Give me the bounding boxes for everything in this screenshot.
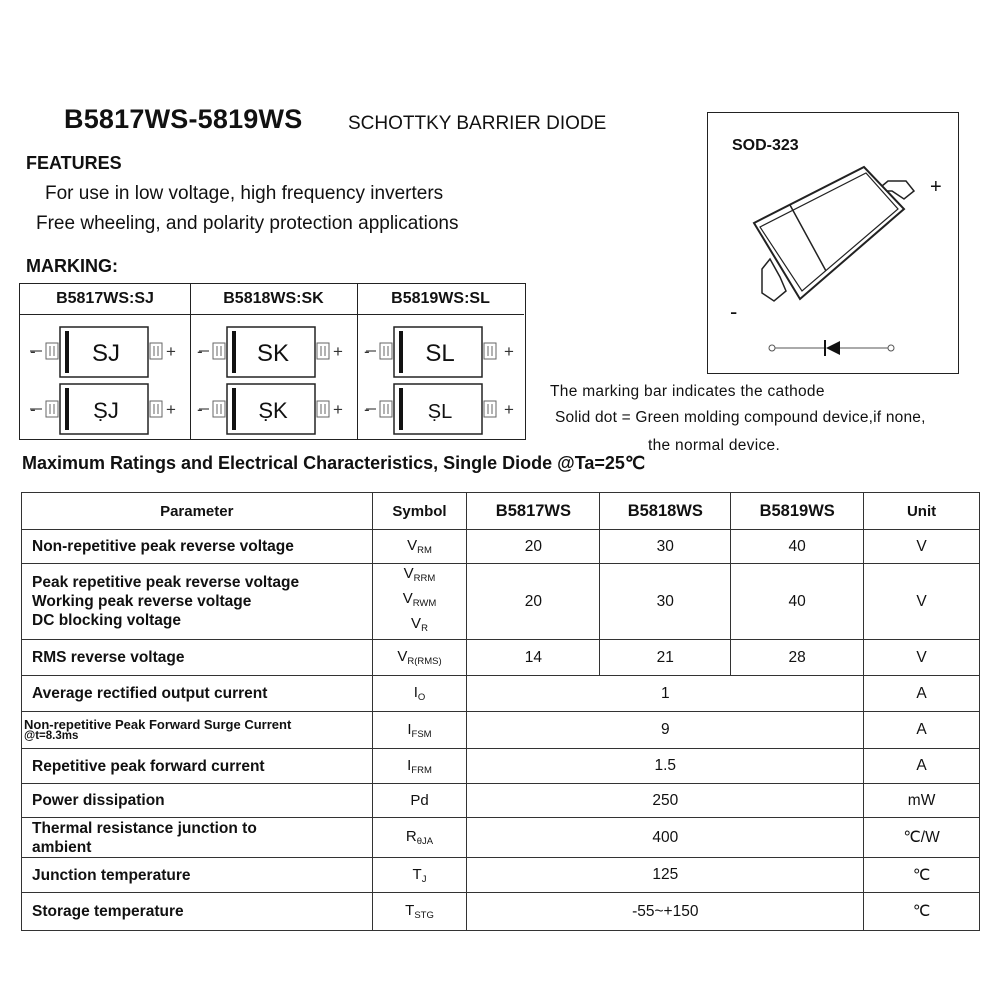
value-cell: 125 bbox=[467, 858, 864, 893]
table-row bbox=[22, 530, 980, 564]
unit-cell: A bbox=[864, 676, 980, 712]
package-top-green bbox=[197, 384, 343, 434]
svg-text:-: - bbox=[364, 342, 370, 361]
marking-header-sk: B5818WS:SK bbox=[190, 284, 357, 315]
table-row bbox=[22, 564, 980, 640]
marking-diagram-sk bbox=[191, 317, 357, 439]
value-cell: 14 bbox=[467, 640, 600, 676]
svg-text:+: + bbox=[333, 342, 343, 361]
symbol-cell: IFSM bbox=[372, 712, 467, 749]
marking-table bbox=[19, 283, 526, 440]
param-cell: Non-repetitive Peak Forward Surge Current @t=8.3ms bbox=[22, 712, 373, 749]
param-cell: Junction temperature bbox=[22, 858, 373, 893]
symbol-cell: VRM bbox=[372, 530, 467, 564]
table-row bbox=[22, 818, 980, 858]
symbol-cell: TSTG bbox=[372, 893, 467, 931]
column-header: B5817WS bbox=[467, 493, 600, 530]
diode-symbol-icon bbox=[769, 340, 894, 356]
cathode-bar bbox=[232, 388, 236, 430]
unit-cell: ℃ bbox=[864, 858, 980, 893]
value-cell: 250 bbox=[467, 784, 864, 818]
unit-cell: V bbox=[864, 640, 980, 676]
cathode-bar bbox=[65, 331, 69, 373]
param-cell: Storage temperature bbox=[22, 893, 373, 931]
ratings-heading: Maximum Ratings and Electrical Characteristics, Single Diode @Ta=25℃ bbox=[22, 453, 646, 473]
value-cell: 400 bbox=[467, 818, 864, 858]
param-cell: Average rectified output current bbox=[22, 676, 373, 712]
note-normal-device: the normal device. bbox=[648, 437, 781, 454]
unit-cell: A bbox=[864, 749, 980, 784]
table-header-row bbox=[22, 493, 980, 530]
svg-text:+: + bbox=[333, 400, 343, 419]
symbol-cell: TJ bbox=[372, 858, 467, 893]
document-subtitle: SCHOTTKY BARRIER DIODE bbox=[348, 113, 607, 134]
unit-cell: ℃ bbox=[864, 893, 980, 931]
document-title: B5817WS-5819WS bbox=[64, 104, 303, 134]
marking-code: SJ bbox=[91, 340, 121, 367]
value-cell: 40 bbox=[731, 564, 864, 640]
table-row bbox=[22, 640, 980, 676]
svg-text:+: + bbox=[166, 342, 176, 361]
marking-code: SL bbox=[425, 340, 455, 367]
marking-diagram-sl bbox=[358, 317, 524, 439]
value-cell: 1.5 bbox=[467, 749, 864, 784]
svg-text:-: - bbox=[364, 400, 370, 419]
svg-text:-: - bbox=[197, 342, 203, 361]
param-cell: Non-repetitive peak reverse voltage bbox=[22, 530, 373, 564]
unit-cell: A bbox=[864, 712, 980, 749]
marking-code-dot: ṢK bbox=[258, 398, 288, 423]
value-cell: 21 bbox=[600, 640, 731, 676]
column-header: B5818WS bbox=[600, 493, 731, 530]
param-cell: Peak repetitive peak reverse voltage Working peak reverse voltage DC blocking voltage bbox=[22, 564, 373, 640]
marking-code: SK bbox=[256, 340, 290, 367]
marking-header-sj: B5817WS:SJ bbox=[20, 284, 190, 315]
unit-cell: V bbox=[864, 530, 980, 564]
symbol-cell: VRRM VRWM VR bbox=[372, 564, 467, 640]
symbol-cell: IO bbox=[372, 676, 467, 712]
svg-text:+: + bbox=[504, 342, 514, 361]
marking-header-sl: B5819WS:SL bbox=[357, 284, 524, 315]
table-row bbox=[22, 893, 980, 931]
symbol-cell: RθJA bbox=[372, 818, 467, 858]
value-cell: 9 bbox=[467, 712, 864, 749]
package-label: SOD-323 bbox=[732, 137, 799, 154]
table-row bbox=[22, 712, 980, 749]
feature-item: For use in low voltage, high frequency inverters bbox=[45, 183, 444, 204]
unit-cell: mW bbox=[864, 784, 980, 818]
package-top-normal bbox=[197, 327, 343, 377]
feature-item: Free wheeling, and polarity protection applications bbox=[36, 213, 459, 234]
param-cell: Repetitive peak forward current bbox=[22, 749, 373, 784]
value-cell: -55~+150 bbox=[467, 893, 864, 931]
svg-text:+: + bbox=[504, 400, 514, 419]
svg-text:-: - bbox=[197, 400, 203, 419]
unit-cell: ℃/W bbox=[864, 818, 980, 858]
symbol-cell: Pd bbox=[372, 784, 467, 818]
param-cell: Thermal resistance junction to ambient bbox=[22, 818, 373, 858]
svg-text:-: - bbox=[30, 342, 36, 361]
value-cell: 30 bbox=[600, 564, 731, 640]
table-row bbox=[22, 858, 980, 893]
sod323-outline bbox=[708, 113, 958, 373]
value-cell: 28 bbox=[731, 640, 864, 676]
marking-heading: MARKING: bbox=[26, 256, 118, 276]
param-cell: RMS reverse voltage bbox=[22, 640, 373, 676]
table-row bbox=[22, 784, 980, 818]
package-top-green bbox=[30, 384, 176, 434]
column-header: Parameter bbox=[22, 493, 373, 530]
value-cell: 20 bbox=[467, 530, 600, 564]
marking-diagram-sj bbox=[20, 317, 190, 439]
note-solid-dot: Solid dot = Green molding compound device,if none, bbox=[555, 409, 926, 426]
cathode-bar bbox=[65, 388, 69, 430]
package-top-green bbox=[364, 384, 514, 434]
anode-symbol: + bbox=[930, 176, 942, 198]
column-header: Symbol bbox=[372, 493, 467, 530]
table-row bbox=[22, 749, 980, 784]
cathode-bar bbox=[399, 331, 403, 373]
package-top-normal bbox=[30, 327, 176, 377]
table-row bbox=[22, 676, 980, 712]
symbol-cell: IFRM bbox=[372, 749, 467, 784]
param-cell: Power dissipation bbox=[22, 784, 373, 818]
value-cell: 1 bbox=[467, 676, 864, 712]
symbol-cell: VR(RMS) bbox=[372, 640, 467, 676]
column-header: B5819WS bbox=[731, 493, 864, 530]
features-heading: FEATURES bbox=[26, 153, 122, 173]
cathode-bar bbox=[232, 331, 236, 373]
column-header: Unit bbox=[864, 493, 980, 530]
package-top-normal bbox=[364, 327, 514, 377]
svg-text:+: + bbox=[166, 400, 176, 419]
cathode-bar bbox=[399, 388, 403, 430]
value-cell: 20 bbox=[467, 564, 600, 640]
value-cell: 30 bbox=[600, 530, 731, 564]
marking-code-dot: ṢJ bbox=[93, 398, 119, 423]
package-drawing bbox=[707, 112, 959, 374]
note-marking-bar: The marking bar indicates the cathode bbox=[550, 383, 825, 400]
ratings-table bbox=[21, 492, 980, 931]
marking-code-dot: ṢL bbox=[427, 401, 453, 423]
cathode-symbol: - bbox=[730, 299, 738, 324]
unit-cell: V bbox=[864, 564, 980, 640]
value-cell: 40 bbox=[731, 530, 864, 564]
svg-text:-: - bbox=[30, 400, 36, 419]
